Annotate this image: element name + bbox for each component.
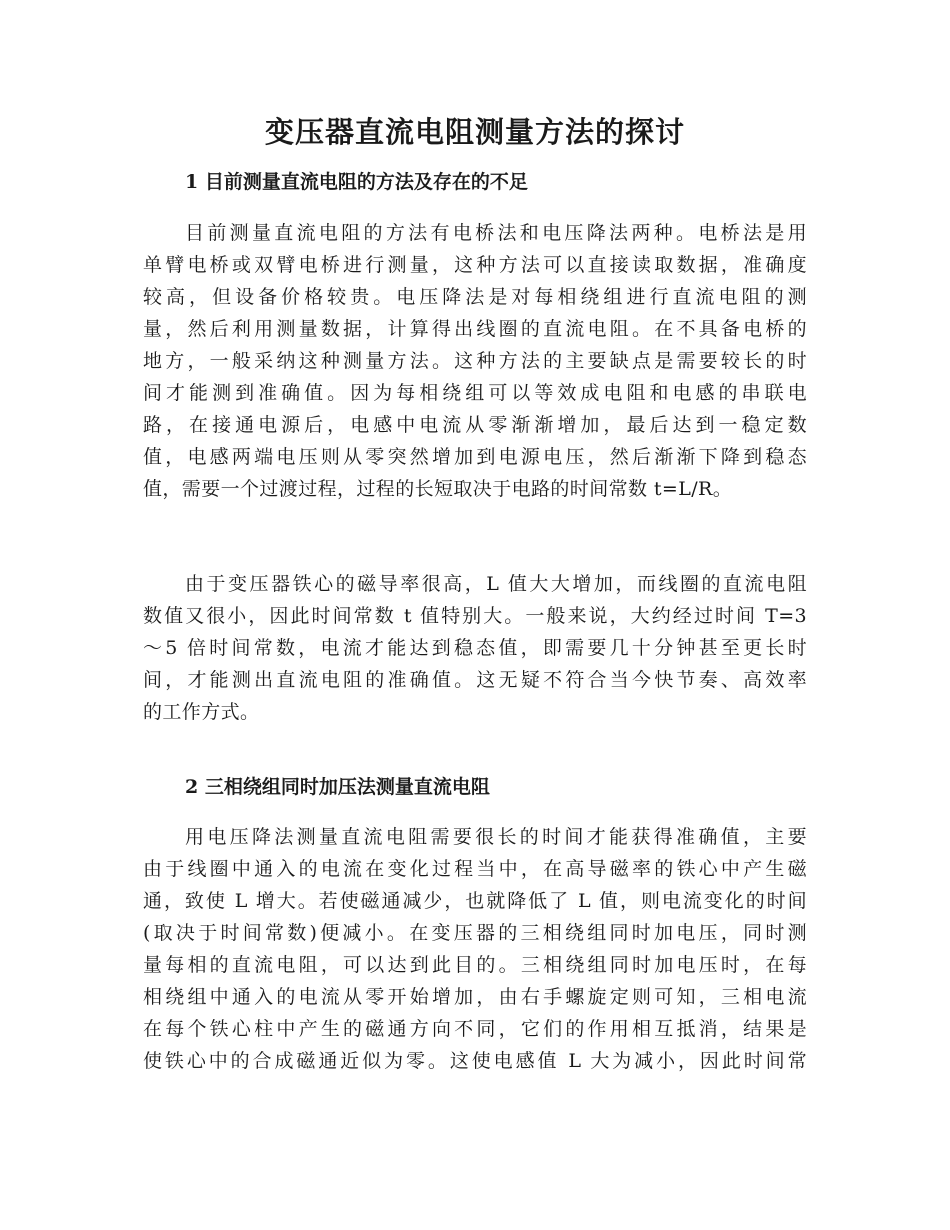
paragraph-line: (取决于时间常数)便减小。在变压器的三相绕组同时加电压，同时测 [143,922,807,944]
paragraph-1 [143,217,807,505]
paragraph-line: 的工作方式。 [143,701,260,723]
paragraph-2 [143,568,807,728]
paragraph-line: 在每个铁心柱中产生的磁通方向不同，它们的作用相互抵消，结果是 [143,1018,807,1040]
paragraph-line: 较高，但设备价格较贵。电压降法是对每相绕组进行直流电阻的测 [143,286,807,308]
paragraph-line: 通，致使 L 增大。若使磁通减少，也就降低了 L 值，则电流变化的时间 [143,890,807,912]
paragraph-line: 间才能测到准确值。因为每相绕组可以等效成电阻和电感的串联电 [143,382,807,404]
paragraph-line: 使铁心中的合成磁通近似为零。这使电感值 L 大为减小，因此时间常 [143,1050,807,1072]
section-heading-2: 2 三相绕组同时加压法测量直流电阻 [185,776,490,798]
paragraph-line: 量，然后利用测量数据，计算得出线圈的直流电阻。在不具备电桥的 [143,318,807,340]
paragraph-line: 值，需要一个过渡过程，过程的长短取决于电路的时间常数 t=L/R。 [143,478,733,500]
paragraph-line: 地方，一般采纳这种测量方法。这种方法的主要缺点是需要较长的时 [143,350,807,372]
paragraph-line: 用电压降法测量直流电阻需要很长的时间才能获得准确值，主要 [185,826,807,848]
paragraph-3 [143,821,807,1077]
paragraph-line: 数值又很小，因此时间常数 t 值特别大。一般来说，大约经过时间 T=3 [143,605,807,627]
paragraph-line: 量每相的直流电阻，可以达到此目的。三相绕组同时加电压时，在每 [143,954,807,976]
paragraph-line: 由于线圈中通入的电流在变化过程当中，在高导磁率的铁心中产生磁 [143,858,807,880]
document-title: 变压器直流电阻测量方法的探讨 [264,115,685,149]
section-heading-1: 1 目前测量直流电阻的方法及存在的不足 [185,171,528,193]
paragraph-line: ～5 倍时间常数，电流才能达到稳态值，即需要几十分钟甚至更长时 [143,637,807,659]
paragraph-line: 目前测量直流电阻的方法有电桥法和电压降法两种。电桥法是用 [185,222,807,244]
paragraph-line: 由于变压器铁心的磁导率很高，L 值大大增加，而线圈的直流电阻 [185,573,807,595]
paragraph-line: 路，在接通电源后，电感中电流从零渐渐增加，最后达到一稳定数 [143,414,807,436]
paragraph-line: 值，电感两端电压则从零突然增加到电源电压，然后渐渐下降到稳态 [143,446,807,468]
paragraph-line: 单臂电桥或双臂电桥进行测量，这种方法可以直接读取数据，准确度 [143,254,807,276]
paragraph-line: 相绕组中通入的电流从零开始增加，由右手螺旋定则可知，三相电流 [143,986,807,1008]
paragraph-line: 间，才能测出直流电阻的准确值。这无疑不符合当今快节奏、高效率 [143,669,807,691]
